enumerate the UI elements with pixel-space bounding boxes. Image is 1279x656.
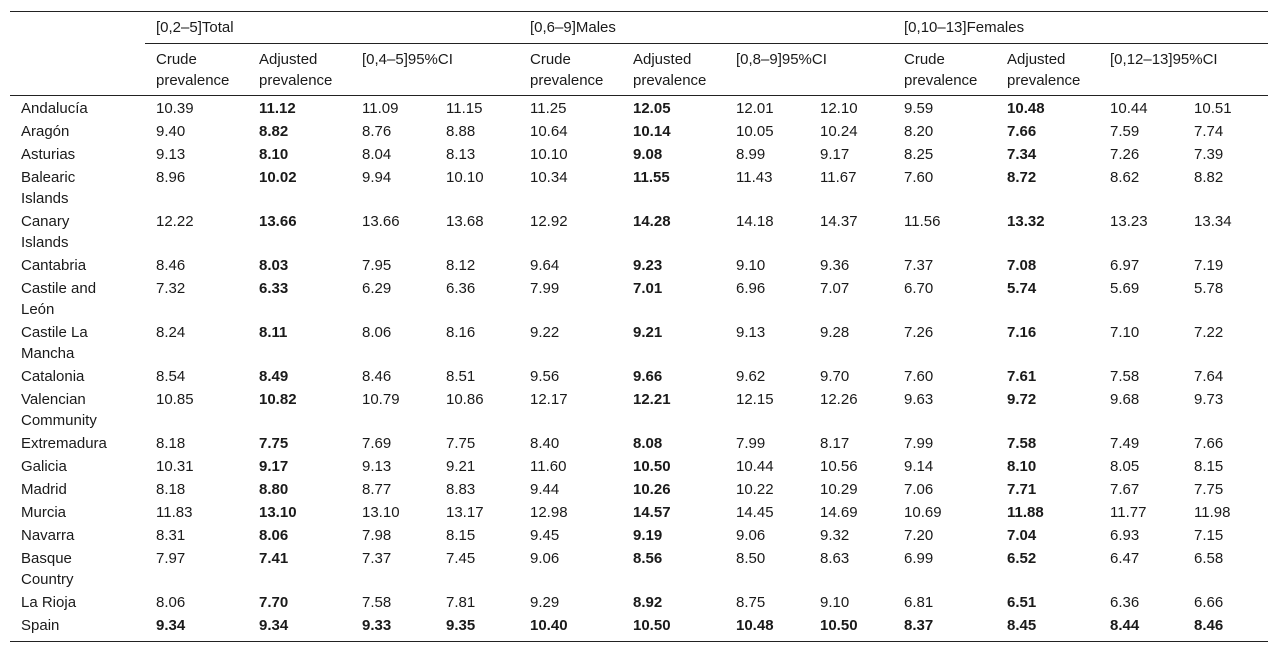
value-cell: 8.24 bbox=[156, 324, 186, 341]
value-cell: 9.22 bbox=[530, 324, 560, 341]
value-cell: 8.62 bbox=[1110, 169, 1140, 186]
value-cell: 10.86 bbox=[446, 391, 484, 408]
value-cell: 7.32 bbox=[156, 280, 186, 297]
value-cell: 8.50 bbox=[736, 550, 766, 567]
value-cell: 11.43 bbox=[736, 169, 773, 186]
value-cell: 9.06 bbox=[530, 550, 560, 567]
region-cell: Spain bbox=[21, 617, 60, 634]
value-cell: 9.10 bbox=[736, 257, 766, 274]
value-cell: 6.36 bbox=[1110, 594, 1140, 611]
value-cell: 7.66 bbox=[1194, 435, 1224, 452]
value-cell: 10.64 bbox=[530, 123, 568, 140]
value-cell: 6.58 bbox=[1194, 550, 1224, 567]
value-cell: 8.77 bbox=[362, 481, 392, 498]
value-cell: 10.48 bbox=[1007, 100, 1045, 117]
value-cell: 12.17 bbox=[530, 391, 568, 408]
value-cell: 10.22 bbox=[736, 481, 774, 498]
table-row bbox=[10, 432, 1268, 455]
value-cell: 6.93 bbox=[1110, 527, 1140, 544]
region-cell: La Rioja bbox=[21, 594, 77, 611]
value-cell: 12.10 bbox=[820, 100, 858, 117]
value-cell: 13.10 bbox=[259, 504, 297, 521]
value-cell: 13.17 bbox=[446, 504, 484, 521]
value-cell: 8.04 bbox=[362, 146, 392, 163]
value-cell: 8.18 bbox=[156, 435, 186, 452]
value-cell: 9.36 bbox=[820, 257, 850, 274]
value-cell: 8.31 bbox=[156, 527, 186, 544]
value-cell: 8.46 bbox=[362, 368, 392, 385]
value-cell: 8.56 bbox=[633, 550, 663, 567]
table-row bbox=[10, 96, 1268, 121]
value-cell: 14.37 bbox=[820, 213, 858, 230]
value-cell: 9.66 bbox=[633, 368, 663, 385]
value-cell: 8.46 bbox=[156, 257, 186, 274]
value-cell: 11.88 bbox=[1007, 504, 1044, 521]
value-cell: 7.99 bbox=[736, 435, 766, 452]
value-cell: 7.26 bbox=[904, 324, 934, 341]
value-cell: 9.94 bbox=[362, 169, 392, 186]
value-cell: 13.68 bbox=[446, 213, 484, 230]
value-cell: 8.51 bbox=[446, 368, 476, 385]
value-cell: 7.70 bbox=[259, 594, 289, 611]
value-cell: 12.22 bbox=[156, 213, 194, 230]
value-cell: 6.33 bbox=[259, 280, 289, 297]
value-cell: 6.70 bbox=[904, 280, 934, 297]
value-cell: 9.10 bbox=[820, 594, 850, 611]
region-cell: Galicia bbox=[21, 458, 67, 475]
value-cell: 7.95 bbox=[362, 257, 392, 274]
value-cell: 8.76 bbox=[362, 123, 392, 140]
region-cell: Castile and León bbox=[21, 280, 97, 318]
value-cell: 11.56 bbox=[904, 213, 941, 230]
value-cell: 7.74 bbox=[1194, 123, 1224, 140]
value-cell: 10.79 bbox=[362, 391, 400, 408]
value-cell: 9.73 bbox=[1194, 391, 1224, 408]
value-cell: 7.04 bbox=[1007, 527, 1037, 544]
value-cell: 11.67 bbox=[820, 169, 857, 186]
table-row bbox=[10, 547, 1268, 591]
value-cell: 9.29 bbox=[530, 594, 560, 611]
value-cell: 9.40 bbox=[156, 123, 186, 140]
value-cell: 13.66 bbox=[362, 213, 400, 230]
value-cell: 8.06 bbox=[362, 324, 392, 341]
value-cell: 8.06 bbox=[156, 594, 186, 611]
value-cell: 9.72 bbox=[1007, 391, 1037, 408]
value-cell: 12.98 bbox=[530, 504, 568, 521]
table-row bbox=[10, 388, 1268, 432]
value-cell: 11.09 bbox=[362, 100, 399, 117]
value-cell: 5.78 bbox=[1194, 280, 1224, 297]
value-cell: 8.11 bbox=[259, 324, 288, 341]
value-cell: 9.34 bbox=[156, 617, 186, 634]
value-cell: 9.23 bbox=[633, 257, 663, 274]
value-cell: 8.40 bbox=[530, 435, 560, 452]
value-cell: 13.10 bbox=[362, 504, 400, 521]
value-cell: 6.81 bbox=[904, 594, 934, 611]
value-cell: 10.40 bbox=[530, 617, 568, 634]
region-cell: Aragón bbox=[21, 123, 70, 140]
value-cell: 9.35 bbox=[446, 617, 476, 634]
value-cell: 8.37 bbox=[904, 617, 934, 634]
value-cell: 7.81 bbox=[446, 594, 476, 611]
value-cell: 7.71 bbox=[1007, 481, 1037, 498]
value-cell: 10.34 bbox=[530, 169, 568, 186]
value-cell: 10.24 bbox=[820, 123, 858, 140]
value-cell: 7.58 bbox=[1110, 368, 1140, 385]
value-cell: 5.74 bbox=[1007, 280, 1037, 297]
value-cell: 10.50 bbox=[633, 458, 671, 475]
value-cell: 8.15 bbox=[1194, 458, 1224, 475]
value-cell: 7.97 bbox=[156, 550, 186, 567]
value-cell: 7.99 bbox=[904, 435, 934, 452]
value-cell: 10.56 bbox=[820, 458, 858, 475]
value-cell: 7.99 bbox=[530, 280, 560, 297]
value-cell: 10.82 bbox=[259, 391, 297, 408]
table-row bbox=[10, 524, 1268, 547]
table-row bbox=[10, 120, 1268, 143]
table-row bbox=[10, 166, 1268, 210]
value-cell: 7.34 bbox=[1007, 146, 1037, 163]
value-cell: 10.69 bbox=[904, 504, 942, 521]
value-cell: 11.55 bbox=[633, 169, 670, 186]
value-cell: 9.34 bbox=[259, 617, 289, 634]
value-cell: 7.49 bbox=[1110, 435, 1140, 452]
value-cell: 10.51 bbox=[1194, 100, 1232, 117]
table-row bbox=[10, 478, 1268, 501]
value-cell: 11.60 bbox=[530, 458, 567, 475]
value-cell: 9.70 bbox=[820, 368, 850, 385]
table-row bbox=[10, 365, 1268, 388]
value-cell: 12.92 bbox=[530, 213, 568, 230]
value-cell: 8.10 bbox=[259, 146, 289, 163]
region-cell: Andalucía bbox=[21, 100, 88, 117]
value-cell: 8.10 bbox=[1007, 458, 1037, 475]
value-cell: 8.83 bbox=[446, 481, 476, 498]
region-cell: Catalonia bbox=[21, 368, 85, 385]
value-cell: 7.75 bbox=[1194, 481, 1224, 498]
table-row bbox=[10, 210, 1268, 254]
value-cell: 8.72 bbox=[1007, 169, 1037, 186]
table-row bbox=[10, 455, 1268, 478]
region-cell: Extremadura bbox=[21, 435, 107, 452]
value-cell: 8.18 bbox=[156, 481, 186, 498]
value-cell: 11.15 bbox=[446, 100, 483, 117]
value-cell: 8.12 bbox=[446, 257, 476, 274]
group-header-total: [0,2–5]Total bbox=[145, 12, 519, 44]
value-cell: 8.45 bbox=[1007, 617, 1037, 634]
value-cell: 9.33 bbox=[362, 617, 392, 634]
value-cell: 9.17 bbox=[820, 146, 850, 163]
value-cell: 8.92 bbox=[633, 594, 663, 611]
value-cell: 9.13 bbox=[362, 458, 392, 475]
value-cell: 10.05 bbox=[736, 123, 774, 140]
value-cell: 9.21 bbox=[446, 458, 476, 475]
value-cell: 10.02 bbox=[259, 169, 297, 186]
value-cell: 10.44 bbox=[736, 458, 774, 475]
region-header bbox=[10, 44, 145, 96]
value-cell: 11.77 bbox=[1110, 504, 1147, 521]
value-cell: 12.21 bbox=[633, 391, 671, 408]
region-cell: Cantabria bbox=[21, 257, 87, 274]
value-cell: 7.58 bbox=[1007, 435, 1037, 452]
value-cell: 7.64 bbox=[1194, 368, 1224, 385]
value-cell: 8.17 bbox=[820, 435, 850, 452]
value-cell: 7.10 bbox=[1110, 324, 1140, 341]
value-cell: 6.97 bbox=[1110, 257, 1140, 274]
value-cell: 11.25 bbox=[530, 100, 567, 117]
corner-cell bbox=[10, 12, 145, 44]
value-cell: 7.98 bbox=[362, 527, 392, 544]
region-cell: Balearic Islands bbox=[21, 169, 76, 207]
value-cell: 6.51 bbox=[1007, 594, 1037, 611]
value-cell: 9.62 bbox=[736, 368, 766, 385]
value-cell: 10.26 bbox=[633, 481, 671, 498]
value-cell: 8.06 bbox=[259, 527, 289, 544]
value-cell: 10.85 bbox=[156, 391, 194, 408]
crude-prevalence-header: Crude prevalence bbox=[893, 44, 996, 96]
region-cell: Navarra bbox=[21, 527, 75, 544]
value-cell: 7.06 bbox=[904, 481, 934, 498]
value-cell: 8.25 bbox=[904, 146, 934, 163]
value-cell: 8.82 bbox=[259, 123, 289, 140]
value-cell: 6.52 bbox=[1007, 550, 1037, 567]
value-cell: 7.67 bbox=[1110, 481, 1140, 498]
value-cell: 9.17 bbox=[259, 458, 289, 475]
value-cell: 7.39 bbox=[1194, 146, 1224, 163]
value-cell: 5.69 bbox=[1110, 280, 1140, 297]
adjusted-prevalence-header: Adjusted prevalence bbox=[622, 44, 725, 96]
value-cell: 9.59 bbox=[904, 100, 934, 117]
group-header-row bbox=[10, 12, 1268, 44]
value-cell: 12.01 bbox=[736, 100, 774, 117]
value-cell: 8.80 bbox=[259, 481, 289, 498]
value-cell: 8.03 bbox=[259, 257, 289, 274]
value-cell: 13.23 bbox=[1110, 213, 1148, 230]
value-cell: 9.63 bbox=[904, 391, 934, 408]
group-header-females: [0,10–13]Females bbox=[893, 12, 1268, 44]
value-cell: 9.28 bbox=[820, 324, 850, 341]
value-cell: 11.83 bbox=[156, 504, 193, 521]
value-cell: 11.98 bbox=[1194, 504, 1231, 521]
region-cell: Basque Country bbox=[21, 550, 74, 588]
value-cell: 12.05 bbox=[633, 100, 671, 117]
value-cell: 10.10 bbox=[446, 169, 484, 186]
crude-prevalence-header: Crude prevalence bbox=[519, 44, 622, 96]
value-cell: 13.32 bbox=[1007, 213, 1045, 230]
value-cell: 13.66 bbox=[259, 213, 297, 230]
value-cell: 7.37 bbox=[362, 550, 392, 567]
value-cell: 14.18 bbox=[736, 213, 774, 230]
value-cell: 8.49 bbox=[259, 368, 289, 385]
value-cell: 9.14 bbox=[904, 458, 934, 475]
value-cell: 7.58 bbox=[362, 594, 392, 611]
value-cell: 7.59 bbox=[1110, 123, 1140, 140]
value-cell: 7.75 bbox=[259, 435, 289, 452]
subheader-row bbox=[10, 44, 1268, 96]
value-cell: 7.08 bbox=[1007, 257, 1037, 274]
value-cell: 10.44 bbox=[1110, 100, 1148, 117]
value-cell: 8.05 bbox=[1110, 458, 1140, 475]
value-cell: 8.15 bbox=[446, 527, 476, 544]
value-cell: 10.31 bbox=[156, 458, 194, 475]
crude-prevalence-header: Crude prevalence bbox=[145, 44, 248, 96]
prevalence-table bbox=[10, 11, 1268, 642]
adjusted-prevalence-header: Adjusted prevalence bbox=[248, 44, 351, 96]
table-row bbox=[10, 591, 1268, 614]
value-cell: 6.36 bbox=[446, 280, 476, 297]
value-cell: 6.29 bbox=[362, 280, 392, 297]
table-row bbox=[10, 254, 1268, 277]
ci-header: [0,4–5]95%CI bbox=[351, 44, 519, 96]
value-cell: 10.14 bbox=[633, 123, 671, 140]
table-row bbox=[10, 277, 1268, 321]
value-cell: 9.19 bbox=[633, 527, 663, 544]
value-cell: 7.61 bbox=[1007, 368, 1037, 385]
value-cell: 8.13 bbox=[446, 146, 476, 163]
value-cell: 14.45 bbox=[736, 504, 774, 521]
value-cell: 7.16 bbox=[1007, 324, 1037, 341]
value-cell: 10.29 bbox=[820, 481, 858, 498]
value-cell: 12.15 bbox=[736, 391, 774, 408]
ci-header: [0,12–13]95%CI bbox=[1099, 44, 1268, 96]
value-cell: 9.06 bbox=[736, 527, 766, 544]
value-cell: 9.64 bbox=[530, 257, 560, 274]
region-cell: Canary Islands bbox=[21, 213, 70, 251]
value-cell: 13.34 bbox=[1194, 213, 1232, 230]
region-cell: Murcia bbox=[21, 504, 67, 521]
region-cell: Asturias bbox=[21, 146, 76, 163]
value-cell: 8.08 bbox=[633, 435, 663, 452]
table-row bbox=[10, 143, 1268, 166]
value-cell: 7.07 bbox=[820, 280, 850, 297]
value-cell: 9.08 bbox=[633, 146, 663, 163]
ci-header: [0,8–9]95%CI bbox=[725, 44, 893, 96]
value-cell: 8.63 bbox=[820, 550, 850, 567]
value-cell: 10.50 bbox=[820, 617, 858, 634]
value-cell: 9.68 bbox=[1110, 391, 1140, 408]
value-cell: 7.66 bbox=[1007, 123, 1037, 140]
value-cell: 10.50 bbox=[633, 617, 671, 634]
region-cell: Castile La Mancha bbox=[21, 324, 88, 362]
value-cell: 8.82 bbox=[1194, 169, 1224, 186]
value-cell: 8.54 bbox=[156, 368, 186, 385]
value-cell: 9.21 bbox=[633, 324, 663, 341]
value-cell: 14.57 bbox=[633, 504, 671, 521]
value-cell: 8.96 bbox=[156, 169, 186, 186]
group-header-males: [0,6–9]Males bbox=[519, 12, 893, 44]
value-cell: 7.45 bbox=[446, 550, 476, 567]
value-cell: 8.88 bbox=[446, 123, 476, 140]
value-cell: 6.96 bbox=[736, 280, 766, 297]
table-body bbox=[10, 96, 1268, 642]
value-cell: 7.22 bbox=[1194, 324, 1224, 341]
value-cell: 9.44 bbox=[530, 481, 560, 498]
value-cell: 9.13 bbox=[736, 324, 766, 341]
value-cell: 7.75 bbox=[446, 435, 476, 452]
value-cell: 8.16 bbox=[446, 324, 476, 341]
value-cell: 7.15 bbox=[1194, 527, 1224, 544]
value-cell: 12.26 bbox=[820, 391, 858, 408]
value-cell: 14.28 bbox=[633, 213, 671, 230]
value-cell: 9.13 bbox=[156, 146, 186, 163]
value-cell: 9.45 bbox=[530, 527, 560, 544]
value-cell: 14.69 bbox=[820, 504, 858, 521]
value-cell: 7.41 bbox=[259, 550, 289, 567]
value-cell: 7.26 bbox=[1110, 146, 1140, 163]
table-row bbox=[10, 321, 1268, 365]
value-cell: 6.47 bbox=[1110, 550, 1140, 567]
value-cell: 10.48 bbox=[736, 617, 774, 634]
value-cell: 8.44 bbox=[1110, 617, 1140, 634]
value-cell: 8.46 bbox=[1194, 617, 1224, 634]
value-cell: 7.20 bbox=[904, 527, 934, 544]
value-cell: 9.56 bbox=[530, 368, 560, 385]
region-cell: Madrid bbox=[21, 481, 67, 498]
value-cell: 10.10 bbox=[530, 146, 568, 163]
value-cell: 9.32 bbox=[820, 527, 850, 544]
value-cell: 6.66 bbox=[1194, 594, 1224, 611]
value-cell: 10.39 bbox=[156, 100, 194, 117]
value-cell: 8.99 bbox=[736, 146, 766, 163]
value-cell: 8.20 bbox=[904, 123, 934, 140]
table-row bbox=[10, 501, 1268, 524]
value-cell: 7.60 bbox=[904, 368, 934, 385]
value-cell: 7.19 bbox=[1194, 257, 1224, 274]
value-cell: 7.69 bbox=[362, 435, 392, 452]
table-row bbox=[10, 614, 1268, 642]
region-cell: Valencian Community bbox=[21, 391, 97, 429]
value-cell: 8.75 bbox=[736, 594, 766, 611]
value-cell: 6.99 bbox=[904, 550, 934, 567]
value-cell: 11.12 bbox=[259, 100, 296, 117]
value-cell: 7.37 bbox=[904, 257, 934, 274]
adjusted-prevalence-header: Adjusted prevalence bbox=[996, 44, 1099, 96]
value-cell: 7.01 bbox=[633, 280, 663, 297]
value-cell: 7.60 bbox=[904, 169, 934, 186]
